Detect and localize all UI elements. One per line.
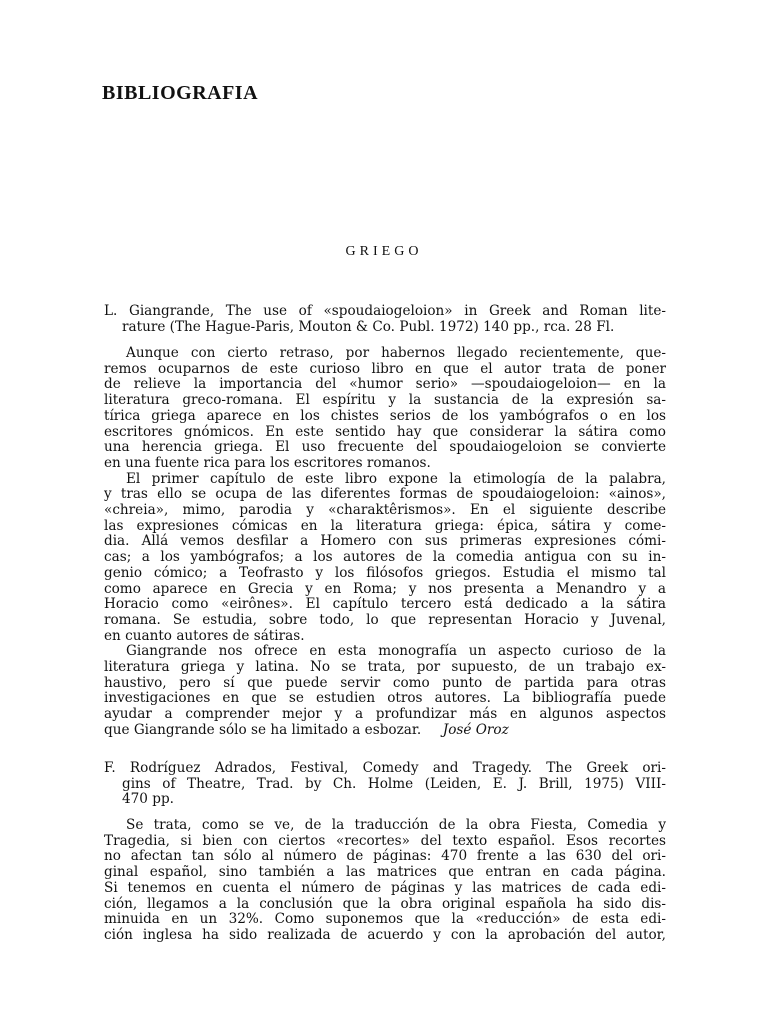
review-1-citation bbox=[104, 304, 666, 335]
text-line: investigaciones en que se estudien otros autores. La bibliografía puede bbox=[104, 690, 666, 707]
text-line: cas; a los yambógrafos; a los autores de la comedia antigua con su in- bbox=[104, 549, 666, 566]
text-line: genio cómico; a Teofrasto y los filósofos griegos. Estudia el mismo tal bbox=[104, 564, 666, 581]
review-2-body bbox=[104, 818, 666, 944]
text-line: tírica griega aparece en los chistes serios de los yambógrafos o en los bbox=[104, 407, 666, 424]
text-line: ayudar a comprender mejor y a profundizar más en algunos aspectos bbox=[104, 706, 666, 723]
text-line: escritores gnómicos. En este sentido hay que considerar la sátira como bbox=[104, 423, 666, 440]
text-line: de relieve la importancia del «humor serio» —spoudaiogeloion— en la bbox=[104, 376, 666, 393]
text-line: Se trata, como se ve, de la traducción de la obra Fiesta, Comedia y bbox=[126, 817, 666, 833]
text-line: Si tenemos en cuenta el número de páginas y las matrices de cada edi- bbox=[104, 879, 666, 896]
text-line: Tragedia, si bien con ciertos «recortes» del texto español. Esos recortes bbox=[104, 832, 666, 849]
citation-line: 470 pp. bbox=[122, 791, 174, 808]
text-line: una herencia griega. El uso frecuente del spoudaiogeloion se convierte bbox=[104, 439, 666, 456]
citation-line: F. Rodríguez Adrados, Festival, Comedy and Tragedy. The Greek ori- bbox=[104, 760, 666, 776]
citation-line: rature (The Hague-Paris, Mouton & Co. Publ. 1972) 140 pp., rca. 28 Fl. bbox=[122, 318, 615, 335]
text-line: remos ocuparnos de este curioso libro en que el autor trata de poner bbox=[104, 360, 666, 377]
text-line: «chreia», mimo, parodia y «charaktêrismos». En el siguiente describe bbox=[104, 502, 666, 519]
text-line: literatura griega y latina. No se trata, por supuesto, de un trabajo ex- bbox=[104, 659, 666, 676]
text-line: y tras ello se ocupa de las diferentes formas de spoudaiogeloion: «ainos», bbox=[104, 486, 666, 503]
text-line: ginal español, sino también a las matrices que entran en cada página. bbox=[104, 864, 666, 881]
text-line: minuida en un 32%. Como suponemos que la «reducción» de esta edi- bbox=[104, 911, 666, 928]
citation-line: gins of Theatre, Trad. by Ch. Holme (Leiden, E. J. Brill, 1975) VIII- bbox=[122, 775, 666, 792]
text-line: haustivo, pero sí que puede servir como punto de partida para otras bbox=[104, 674, 666, 691]
text-line: romana. Se estudia, sobre todo, lo que representan Horacio y Juvenal, bbox=[104, 611, 666, 628]
review-1-body bbox=[104, 346, 666, 739]
text-line: las expresiones cómicas en la literatura griega: épica, sátira y come- bbox=[104, 517, 666, 534]
text-line: dia. Allá vemos desfilar a Homero con sus primeras expresiones cómi- bbox=[104, 533, 666, 550]
subsection-title: GRIEGO bbox=[345, 244, 423, 259]
text-line: El primer capítulo de este libro expone la etimología de la palabra, bbox=[126, 470, 666, 487]
text-line: Horacio como «eirônes». El capítulo tercero está dedicado a la sátira bbox=[104, 596, 666, 613]
text-line: no afectan tan sólo al número de páginas: 470 frente a las 630 del ori- bbox=[104, 848, 666, 865]
section-title: BIBLIOGRAFIA bbox=[102, 82, 259, 104]
text-line: Giangrande nos ofrece en esta monografía un aspecto curioso de la bbox=[126, 643, 666, 660]
citation-line: L. Giangrande, The use of «spoudaiogeloion» in Greek and Roman lite- bbox=[104, 303, 666, 319]
text-line: como aparece en Grecia y en Roma; y nos presenta a Menandro y a bbox=[104, 580, 666, 597]
text-line: ción inglesa ha sido realizada de acuerdo y con la aprobación del autor, bbox=[104, 926, 666, 943]
text-line-content: que Giangrande sólo se ha limitado a esbozar. bbox=[104, 721, 422, 738]
text-line: en una fuente rica para los escritores romanos. bbox=[104, 454, 431, 471]
text-line: en cuanto autores de sátiras. bbox=[104, 627, 305, 644]
review-signature: José Oroz bbox=[442, 721, 509, 738]
text-line: literatura greco-romana. El espíritu y la sustancia de la expresión sa- bbox=[104, 392, 666, 409]
text-line: Aunque con cierto retraso, por habernos llegado recientemente, que- bbox=[126, 345, 666, 361]
review-2-citation bbox=[104, 761, 666, 808]
text-line: ción, llegamos a la conclusión que la obra original española ha sido dis- bbox=[104, 895, 666, 912]
text-line bbox=[104, 723, 666, 739]
